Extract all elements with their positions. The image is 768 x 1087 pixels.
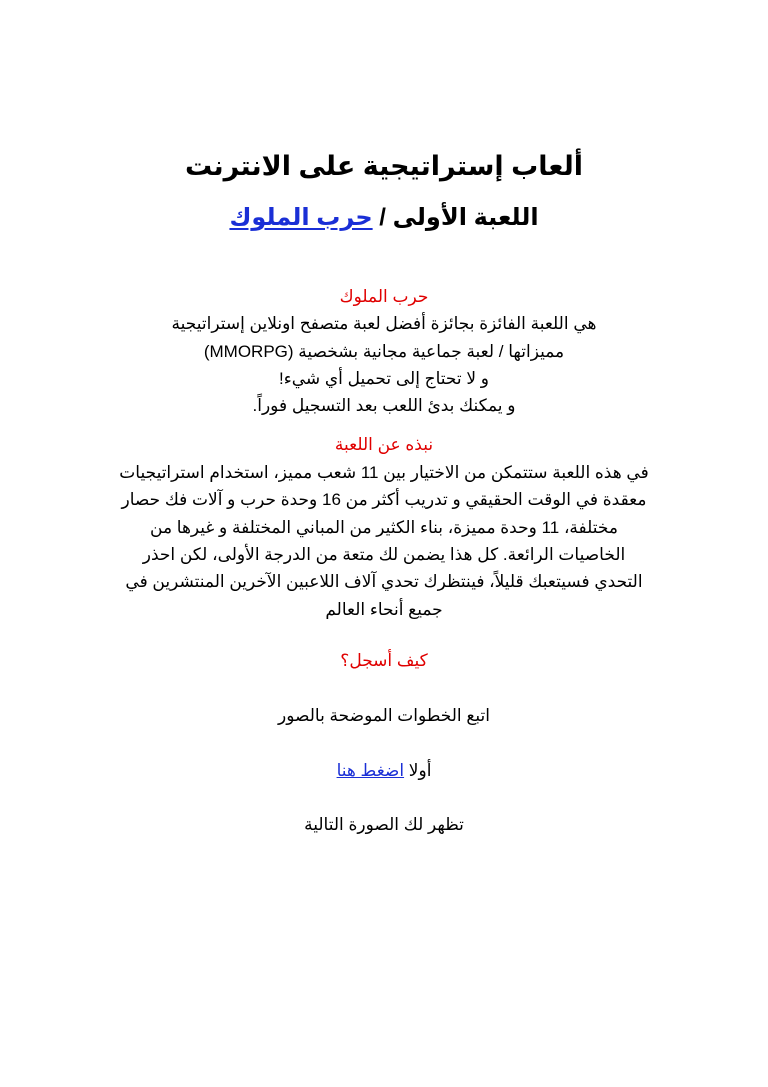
register-instruction: اتبع الخطوات الموضحة بالصور <box>278 706 490 725</box>
about-line-5: التحدي فسيتعبك قليلاً، فينتظرك تحدي آلاف اللاعبين الآخرين المنتشرين في <box>125 572 643 591</box>
about-line-2: معقدة في الوقت الحقيقي و تدريب أكثر من 16 وحدة حرب و آلات فك حصار <box>121 490 647 509</box>
about-heading: نبذه عن اللعبة <box>334 435 434 454</box>
intro-line-4: و يمكنك بدئ اللعب بعد التسجيل فوراً. <box>252 396 516 415</box>
click-here-link[interactable]: اضغط هنا <box>336 761 405 780</box>
game-link[interactable]: حرب الملوك <box>229 204 373 231</box>
register-step-1 <box>90 758 678 784</box>
intro-line-2: مميزاتها / لعبة جماعية مجانية بشخصية (MMORPG) <box>203 342 565 361</box>
about-line-3: مختلفة، 11 وحدة مميزة، بناء الكثير من المباني المختلفة و غيرها من <box>150 518 618 537</box>
about-line-1: في هذه اللعبة ستتمكن من الاختيار بين 11 شعب مميز، استخدام استراتيجيات <box>119 463 649 482</box>
about-line-6: جميع أنحاء العالم <box>325 600 443 619</box>
intro-heading: حرب الملوك <box>339 287 429 306</box>
subtitle-separator: / <box>379 204 386 231</box>
about-line-4: الخاصيات الرائعة. كل هذا يضمن لك متعة من الدرجة الأولى، لكن احذر <box>142 545 626 564</box>
page-subtitle <box>90 201 678 235</box>
step-1-prefix: أولا <box>408 761 432 780</box>
intro-line-1: هي اللعبة الفائزة بجائزة أفضل لعبة متصفح اونلاين إستراتيجية <box>171 314 597 333</box>
intro-line-3: و لا تحتاج إلى تحميل أي شيء! <box>278 369 489 388</box>
subtitle-prefix: اللعبة الأولى <box>392 204 539 231</box>
page-title: ألعاب إستراتيجية على الانترنت <box>184 151 584 181</box>
register-result: تظهر لك الصورة التالية <box>304 815 464 834</box>
register-heading: كيف أسجل؟ <box>340 651 428 670</box>
